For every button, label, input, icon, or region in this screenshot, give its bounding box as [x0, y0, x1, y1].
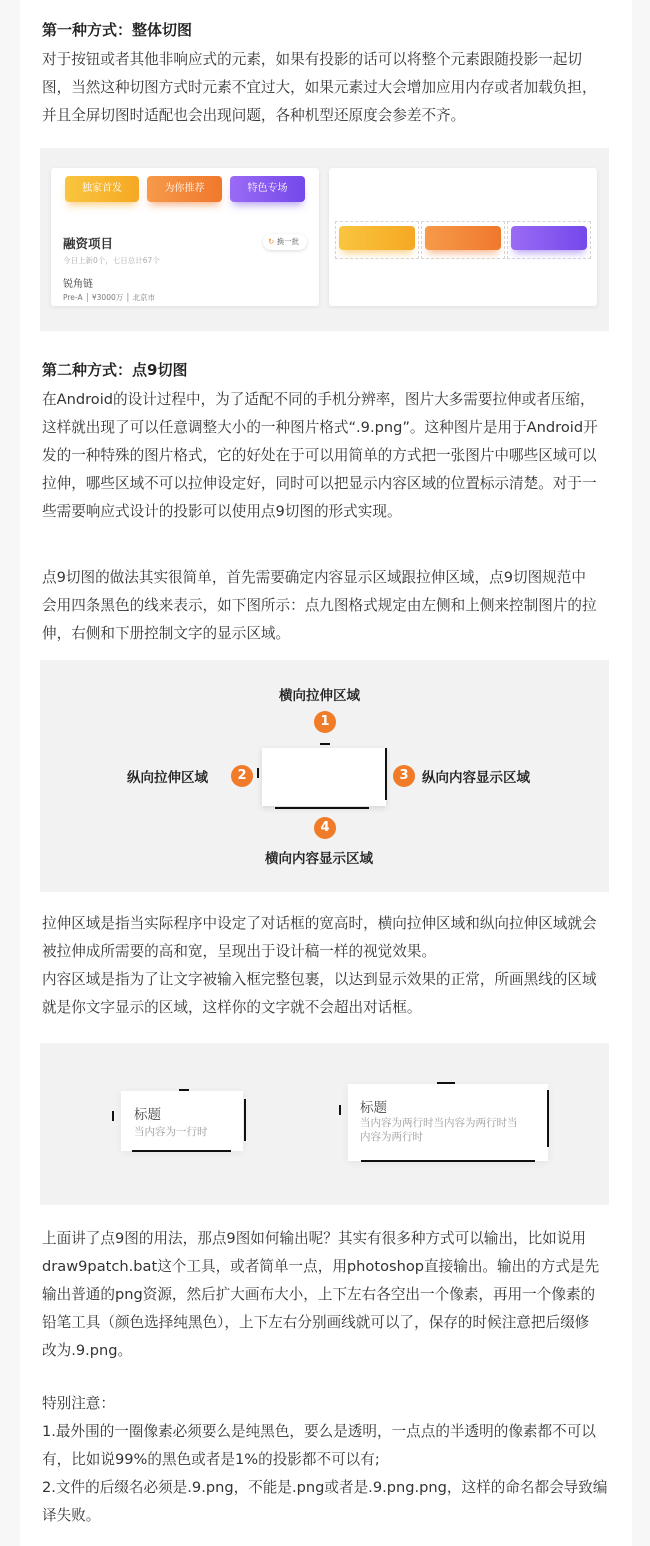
cut-slices-card: [329, 168, 597, 306]
slice-orange: [421, 221, 505, 259]
article: [20, 0, 632, 1546]
label-horizontal-stretch: 横向拉伸区域: [279, 688, 360, 704]
section1-heading: 第一种方式：整体切图: [42, 21, 193, 39]
section2-paragraph2: 点9切图的做法其实很简单，首先需要确定内容显示区域跟拉伸区域，点9切图规范中 会用四条黑色的线来表示，如下图所示：点九图格式规定由左侧和上侧来控制图片的拉 伸，右侧和下册控制文字的显示区域。: [42, 569, 597, 642]
dialog2-title: 标题: [360, 1100, 387, 1116]
item-info: Pre-A │ ¥3000万 │ 北京市: [63, 293, 156, 302]
section2-heading: 第二种方式：点9切图: [42, 361, 188, 379]
demo-button-special: 特色专场: [230, 176, 305, 202]
notes-heading: 特别注意：: [42, 1395, 115, 1412]
dialog1-body: 当内容为一行时: [134, 1126, 208, 1138]
dialog1-title: 标题: [134, 1107, 161, 1123]
label-vertical-content: 纵向内容显示区域: [422, 770, 530, 786]
section1-paragraph: 对于按钮或者其他非响应式的元素，如果有投影的话可以将整个元素跟随投影一起切 图，当然这种切图方式时元素不宜过大，如果元素过大会增加应用内存或者加载负担， 并且全屏切图时适配也会出现问题，各种机型还原度会参差不齐。: [42, 51, 597, 124]
card-meta: 今日上新0个，七日总计67个: [63, 256, 160, 265]
demo-button-exclusive: 独家首发: [65, 176, 139, 202]
refresh-icon: ↻: [268, 237, 275, 246]
bottom-content-line: [275, 807, 369, 809]
dialog2-bottom-line: [361, 1160, 535, 1162]
figure-nine-patch-diagram: [40, 660, 609, 892]
label-horizontal-content: 横向内容显示区域: [265, 851, 373, 867]
figure-dialog-examples: [40, 1043, 609, 1205]
dialog1-left-line: [112, 1111, 114, 1121]
refresh-button: ↻ 换一批: [263, 234, 307, 250]
left-stretch-line: [257, 768, 259, 778]
section4-paragraph: 上面讲了点9图的用法，那点9图如何输出呢？其实有很多种方式可以输出，比如说用 draw9patch.bat这个工具，或者简单一点，用photoshop直接输出。输出的方式是先 输出普通的png资源，然后扩大画布大小，上下左右各空出一个像素，再用一个像素的 铅笔工具（颜色选择纯黑色），上下左右分别画线就可以了，保存的时候注意把后缀修 改为.9.png。: [42, 1230, 600, 1359]
slice-purple-button: [511, 226, 587, 250]
section2-paragraph1: 在Android的设计过程中，为了适配不同的手机分辨率，图片大多需要拉伸或者压缩， 这样就出现了可以任意调整大小的一种图片格式“.9.png”。这种图片是用于Android开 发的一种特殊的图片格式，它的好处在于可以用简单的方式把一张图片中哪些区域可以 拉伸，哪些区域不可以拉伸设定好，同时可以把显示内容区域的位置标示清楚。对于一 些需要响应式设计的投影可以使用点9切图的形式实现。: [42, 391, 598, 520]
label-vertical-stretch: 纵向拉伸区域: [127, 770, 208, 786]
marker-3: 3: [393, 765, 415, 787]
dialog2-right-line: [547, 1090, 549, 1147]
notes-list: 1.最外围的一圈像素必须要么是纯黑色，要么是透明，一点点的半透明的像素都不可以 有，比如说99%的黑色或者是1%的投影都不可以有; 2.文件的后缀名必须是.9.png，不能是.png或者是.9.png.png，这样的命名都会导致编 译失败。: [42, 1423, 608, 1524]
dialog1-bottom-line: [132, 1150, 231, 1152]
right-content-line: [385, 748, 387, 800]
top-stretch-line: [320, 743, 330, 745]
dialog2-body-line1: 当内容为两行时当内容为两行时当: [360, 1117, 518, 1129]
dialog-single-line: [121, 1091, 243, 1151]
marker-1: 1: [314, 711, 336, 733]
slice-orange-button: [425, 226, 501, 250]
nine-patch-box: [262, 748, 386, 806]
dialog2-left-line: [339, 1105, 341, 1115]
section3-paragraph: 拉伸区域是指当实际程序中设定了对话框的宽高时，横向拉伸区域和纵向拉伸区域就会 被拉伸成所需要的高和宽，呈现出于设计稿一样的视觉效果。 内容区域是指为了让文字被输入框完整包裹，以达到显示效果的正常，所画黑线的区域 就是你文字显示的区域，这样你的文字就不会超出对话框。: [42, 915, 597, 1016]
slice-yellow-button: [339, 226, 415, 250]
slice-purple: [507, 221, 591, 259]
demo-card: [51, 168, 319, 306]
card-title: 融资项目: [63, 236, 114, 251]
dialog2-body-line2: 内容为两行时: [360, 1131, 423, 1143]
item-name: 锐角链: [63, 279, 93, 290]
dialog-two-lines: [348, 1084, 548, 1161]
demo-button-recommend: 为你推荐: [147, 176, 222, 202]
dialog1-right-line: [244, 1099, 246, 1141]
figure-whole-cut: [40, 148, 609, 331]
slice-yellow: [335, 221, 419, 259]
marker-2: 2: [231, 765, 253, 787]
marker-4: 4: [314, 817, 336, 839]
